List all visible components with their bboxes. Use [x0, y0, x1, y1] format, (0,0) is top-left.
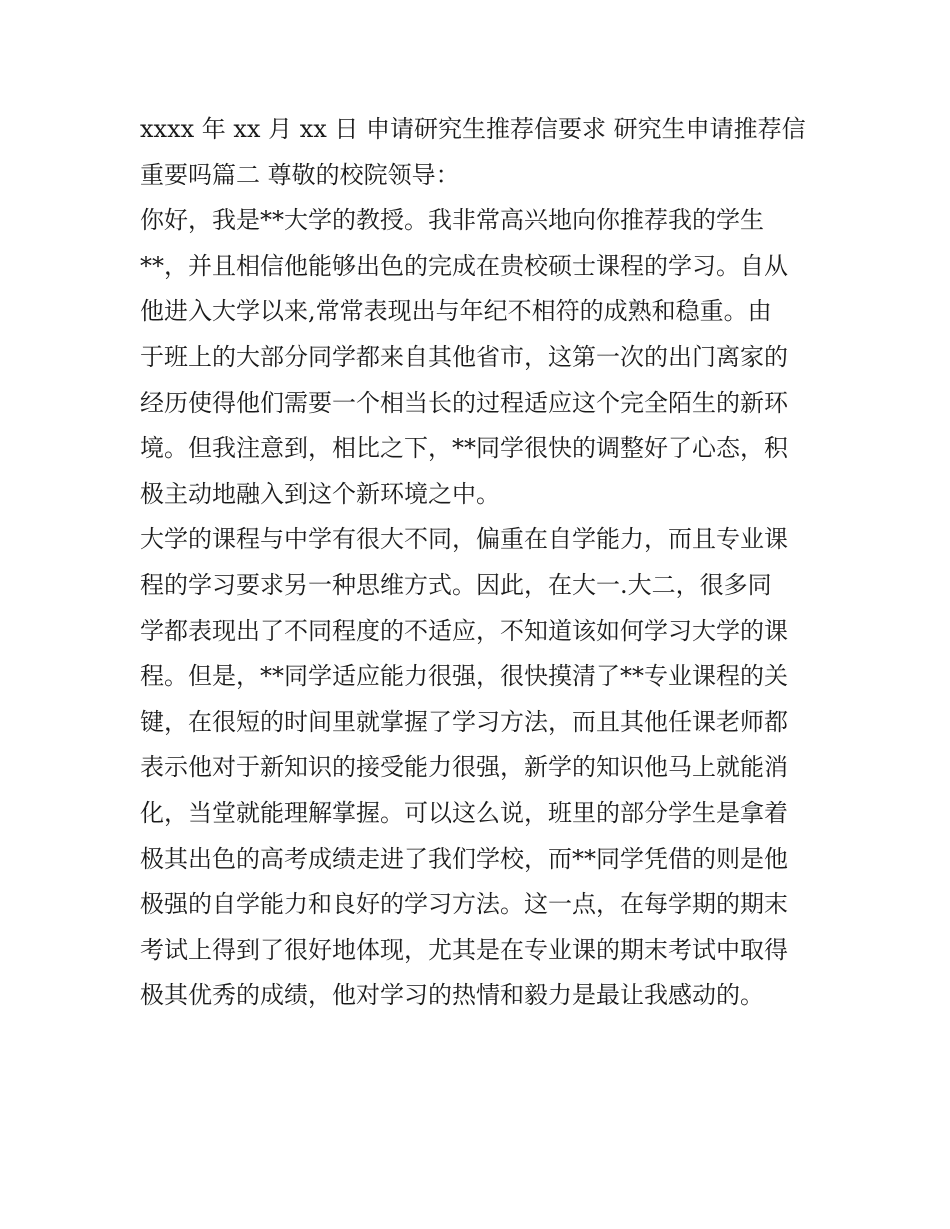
paragraph-study-ability — [140, 517, 820, 1019]
text-line: 学都表现出了不同程度的不适应，不知道该如何学习大学的课 — [140, 616, 788, 645]
text-line: 极主动地融入到这个新环境之中。 — [140, 479, 500, 508]
text-line: **，并且相信他能够出色的完成在贵校硕士课程的学习。自从 — [140, 251, 788, 280]
text-line: 极强的自学能力和良好的学习方法。这一点，在每学期的期末 — [140, 890, 788, 919]
text-line: 境。但我注意到，相比之下，**同学很快的调整好了心态，积 — [140, 434, 788, 463]
paragraph-introduction — [140, 198, 820, 517]
text-line: 于班上的大部分同学都来自其他省市，这第一次的出门离家的 — [140, 342, 788, 371]
text-line: 他进入大学以来,常常表现出与年纪不相符的成熟和稳重。由 — [140, 297, 772, 326]
text-line: 化，当堂就能理解掌握。可以这么说，班里的部分学生是拿着 — [140, 798, 788, 827]
text-line: 表示他对于新知识的接受能力很强，新学的知识他马上就能消 — [140, 753, 788, 782]
text-line: 极其出色的高考成绩走进了我们学校，而**同学凭借的则是他 — [140, 844, 788, 873]
text-line: 经历使得他们需要一个相当长的过程适应这个完全陌生的新环 — [140, 388, 788, 417]
paragraph-heading — [140, 107, 820, 198]
text-line: 极其优秀的成绩，他对学习的热情和毅力是最让我感动的。 — [140, 981, 764, 1010]
document-body — [140, 107, 820, 1019]
text-line: 你好，我是**大学的教授。我非常高兴地向你推荐我的学生 — [140, 206, 764, 235]
text-line: xxxx 年 xx 月 xx 日 申请研究生推荐信要求 研究生申请推荐信 — [140, 115, 806, 143]
text-line: 键，在很短的时间里就掌握了学习方法，而且其他任课老师都 — [140, 707, 788, 736]
text-line: 程的学习要求另一种思维方式。因此，在大一.大二，很多同 — [140, 570, 772, 599]
text-line: 大学的课程与中学有很大不同，偏重在自学能力，而且专业课 — [140, 525, 788, 554]
text-line: 程。但是，**同学适应能力很强，很快摸清了**专业课程的关 — [140, 662, 788, 691]
text-line: 考试上得到了很好地体现，尤其是在专业课的期末考试中取得 — [140, 935, 788, 964]
text-line: 重要吗篇二 尊敬的校院领导： — [140, 160, 460, 189]
